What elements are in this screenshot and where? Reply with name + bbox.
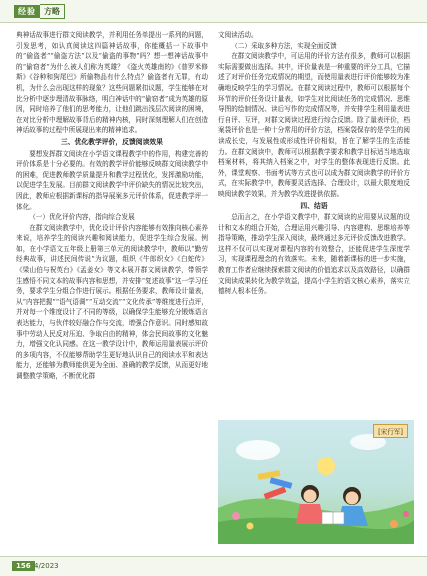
left-paragraph-3: 在群文阅读教学中，优化设计评价内容能够有效推向核心素养来说，培养学生的阅读兴趣和阅读能力，促进学生综合发展。例如，在小学语文五年级上册第三单元的阅读教学中，教师以“勤劳经典故事，讲述民间传说”为议题，组织《牛郎织女》《白蛇传》《梁山伯与祝英台》《孟姜女》等文本展开群文阅读教学，带领学生感悟不同文本的故事内容和思想，并安排“复述故事”这一学习任务，要求学生分组合作进行展示。根据任务要求，教师设计量表，从“内容把握”“语气语调”“互动交流”“文化传承”等维度进行点评，并对每一个维度设计了不同的等级，以确保学生能够充分锻炼语言表达能力，与伙伴较好融合作与交流，增强合作意识。同时感知故事中劳动人民反对压迫、争取自由的精神，体会民间故事的文化魅力，增强文化认同感。在这一教学设计中，教师运用量表展示评价的多项内容，不仅能够帮助学生更好地认识自己的阅读水平和表达能力，还能够为教师能供更为全面、准确的教学反馈，从而更好地调整教学策略，不断优化群 — [16, 223, 208, 380]
section-4-title: 四、结语 — [300, 201, 328, 210]
right-column — [218, 30, 410, 297]
author-tag: [宋行军] — [373, 424, 408, 438]
flower-shape — [232, 512, 240, 520]
section-badge-primary: 经验 — [14, 5, 40, 18]
book-shape — [264, 486, 287, 499]
section-badge — [14, 4, 65, 18]
child-body — [296, 504, 324, 524]
child-face — [304, 490, 317, 503]
left-paragraph-2: 要想发挥群文阅读在小学语文课程教学中的作用，构建完善的评价体系是十分必要的。有效的教学评价能够反映群文阅读教学中的困难，促进教师教学质量提升和教学过程优化，发挥激励功能，以促进学生发展。目前群文阅读教学中评价缺失的情况比较突出，因此，教师应根据新课标的指导展案多元评价体系，促进教学评一体化。 — [16, 149, 208, 211]
section-3-title: 三、优化教学评价，反馈阅读效果 — [61, 137, 163, 146]
section-badge-secondary: 方略 — [40, 4, 65, 19]
flower-shape — [403, 511, 409, 517]
flower-shape — [390, 520, 398, 528]
right-paragraph-3: 总而言之，在小学语文教学中，群文阅读的应用要从议题的设计和文本的组合开始，合理运用兴趣引导、内容建构、思维培养等指导策略，推动学生深入阅读，最终通过多元评价反馈改进教学。这样不仅可以实现对课程内容的有效整合，还能促进学生深度学习，实现课程理念的有效落实。未来，随着新课标的进一步实施，教育工作者应继续探索群文阅读的价值追求以及高效路径，以确群文阅读成果转化为教学效益，提高小学生的语文核心素养，落实立德树人根本任务。 — [218, 213, 410, 296]
child-face — [346, 492, 359, 505]
subsection-1-title: （一）优化评价内容，指向综合发展 — [29, 213, 135, 222]
left-column — [16, 30, 208, 382]
left-paragraph-1: 典神话故事进行群文阅读教学，并利用任务单提出一系列的问题，引发思考，如认真阅读这四篇神话故事，你能概括一下故事中的“偷盗者”“偷盗方法”以及“偷盗的事物”吗？想一想神话故事中的“偷窃者”为什么被人们称为英雄？《盗火英雄南的》《普罗米修斯》《谷种和狗尾巴》所偷物品有什么特点？偷盗者有无罪，有动机，为什么会出现这样的现象？这些问题紧扣议题，学生能够在对比分析中逐步理清故事脉络，明白神话中的“偷窃者”成为英雄的原因，同时培养了他们的思考能力，让他们跳出浅层次阅读的困境，在对比分析中理解故事背后的精神内核，同时深刻理解人们在创造神话故事的过程中所展现出来的精神追求。 — [16, 31, 208, 135]
page-header — [0, 0, 427, 23]
reading-children-illustration — [218, 420, 414, 544]
illustration-art — [218, 420, 414, 544]
cloud-shape — [236, 440, 280, 460]
book-shape — [270, 477, 293, 488]
subsection-2-title: （二）采取多种方法，实现全面反馈 — [231, 41, 337, 50]
right-paragraph-1: 文阅读活动。 — [218, 31, 258, 39]
page-number: 156 — [12, 561, 35, 571]
book-shape — [258, 470, 281, 480]
flower-shape — [247, 523, 254, 530]
issue-label: 4/2023 — [34, 562, 59, 570]
right-paragraph-2: 在群文阅读教学中，可运用的评价方法有很多，教师可以根据实际需要做出选择。其中，评价量表是一种重要的评分工具，它描述了对评价任务完成情况的期望，而使用量表进行评价能够较为准确地反映学生的学习情况。在群文阅读过程中，教师可以根据每个环节的评价任务设计量表，如学生对比阅读任务的完成情况、思维导图的绘制情况、读后写作的完成情况等，并安排学生利用量表进行自评、互评，对群文阅读过程进行综合反馈。除了量表评价，档案袋评价也是一种十分常用的评价方法，档案袋保存的是学生的阅读成长史，与发展性或形成性评价相似，旨在了解学生的生活能力。在群文阅读中，教师可以根据教学要求和教学目标适当地选取档案材料，将其纳入档案之中，对学生的整体表现进行反馈。此外，课堂观察、书面考试等方式也可以成为群文阅读教学的评价方式，在实际教学中，教师要灵活选择、合理设计，以最大限度地反映阅读教学效果，并为教学改进提供依据。 — [218, 52, 410, 198]
sun-shape — [317, 457, 335, 475]
page-footer — [0, 556, 427, 576]
